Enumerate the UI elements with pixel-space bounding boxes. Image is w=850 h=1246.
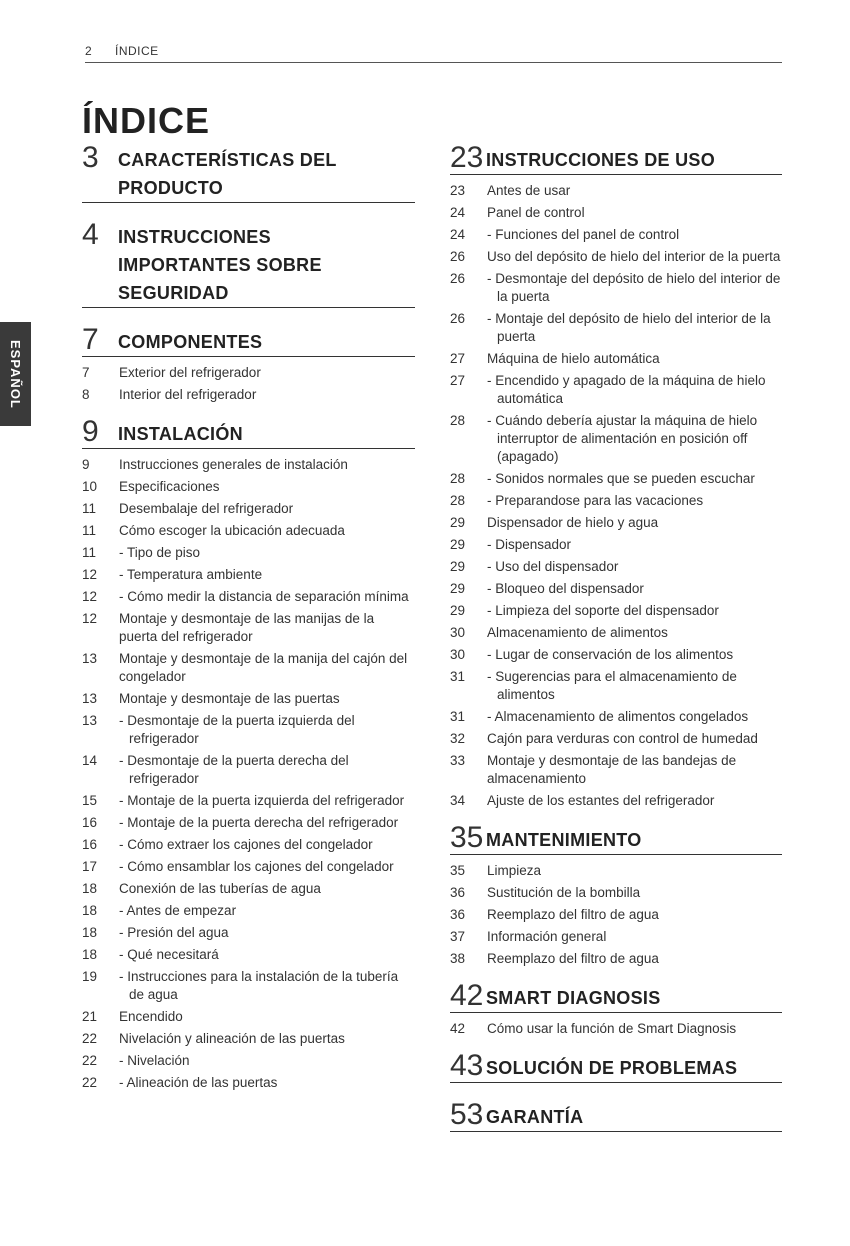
entry-text: Montaje y desmontaje de las puertas — [119, 691, 340, 706]
entry-text: Cómo escoger la ubicación adecuada — [119, 523, 345, 538]
entry-page-number: 12 — [82, 567, 98, 582]
entry-page-number: 24 — [450, 205, 466, 220]
entry-text: - Temperatura ambiente — [119, 567, 263, 582]
entry-page-number: 30 — [450, 647, 466, 662]
entry-text: - Alineación de las puertas — [119, 1075, 278, 1090]
toc-entry[interactable] — [450, 882, 782, 904]
toc-entry[interactable] — [450, 706, 782, 728]
toc-entry[interactable] — [450, 308, 782, 348]
toc-entry[interactable] — [82, 834, 415, 856]
toc-entry[interactable] — [450, 750, 782, 790]
toc-entry[interactable] — [82, 498, 415, 520]
section-page-number: 43 — [450, 1049, 484, 1082]
toc-section — [82, 416, 415, 1094]
entry-text: - Qué necesitará — [119, 947, 219, 962]
toc-entry[interactable] — [450, 666, 782, 706]
entry-text: Almacenamiento de alimentos — [487, 625, 668, 640]
entry-text: - Instrucciones para la instalación de la tubería de agua — [119, 969, 399, 1002]
entry-page-number: 42 — [450, 1021, 466, 1036]
entry-page-number: 26 — [450, 311, 466, 326]
entry-page-number: 29 — [450, 515, 466, 530]
entry-page-number: 22 — [82, 1031, 98, 1046]
toc-entry[interactable] — [450, 644, 782, 666]
toc-entry[interactable] — [450, 860, 782, 882]
toc-section — [450, 822, 782, 970]
toc-entry[interactable] — [450, 622, 782, 644]
entry-text: Reemplazo del filtro de agua — [487, 907, 659, 922]
section-title: COMPONENTES — [118, 332, 263, 352]
toc-entry[interactable] — [450, 348, 782, 370]
language-tab-label: ESPAÑOL — [8, 339, 23, 409]
entry-text: Cómo usar la función de Smart Diagnosis — [487, 1021, 737, 1036]
toc-entry[interactable] — [450, 534, 782, 556]
entry-text: - Almacenamiento de alimentos congelados — [487, 709, 749, 724]
toc-section — [450, 980, 782, 1040]
entry-page-number: 12 — [82, 589, 98, 604]
entry-page-number: 16 — [82, 815, 98, 830]
entry-text: - Bloqueo del dispensador — [487, 581, 644, 596]
entry-page-number: 14 — [82, 753, 98, 768]
toc-entry[interactable] — [82, 710, 415, 750]
entry-page-number: 28 — [450, 413, 466, 428]
section-page-number: 9 — [82, 415, 99, 448]
entry-text: - Presión del agua — [119, 925, 229, 940]
entry-page-number: 31 — [450, 709, 466, 724]
entry-text: - Lugar de conservación de los alimentos — [487, 647, 734, 662]
section-title: INSTRUCCIONES DE USO — [486, 150, 716, 170]
header-section: ÍNDICE — [115, 44, 159, 58]
entry-text: - Funciones del panel de control — [487, 227, 680, 242]
entry-page-number: 22 — [82, 1053, 98, 1068]
entry-page-number: 36 — [450, 907, 466, 922]
entry-page-number: 35 — [450, 863, 466, 878]
toc-entry[interactable] — [450, 268, 782, 308]
toc-entry[interactable] — [450, 728, 782, 750]
section-heading[interactable] — [82, 416, 415, 449]
toc-entry[interactable] — [82, 856, 415, 878]
entry-page-number: 13 — [82, 691, 98, 706]
toc-entry[interactable] — [82, 688, 415, 710]
entry-page-number: 8 — [82, 387, 90, 402]
toc-entry[interactable] — [450, 224, 782, 246]
toc-entry[interactable] — [82, 878, 415, 900]
entry-page-number: 13 — [82, 713, 98, 728]
toc-entry[interactable] — [82, 608, 415, 648]
toc-entry[interactable] — [82, 542, 415, 564]
entry-page-number: 27 — [450, 373, 466, 388]
entry-text: - Uso del dispensador — [487, 559, 619, 574]
entry-text: - Desmontaje de la puerta izquierda del refrigerador — [119, 713, 355, 746]
entry-text: Limpieza — [487, 863, 542, 878]
page-header — [85, 44, 782, 63]
section-heading[interactable] — [450, 980, 782, 1013]
entry-page-number: 30 — [450, 625, 466, 640]
entry-text: - Cuándo debería ajustar la máquina de hielo interruptor de alimentación en posición off (apagado) — [487, 413, 758, 464]
section-title: INSTRUCCIONES IMPORTANTES SOBRE SEGURIDAD — [118, 227, 322, 303]
entry-page-number: 29 — [450, 537, 466, 552]
section-heading[interactable] — [450, 1099, 782, 1132]
section-title: MANTENIMIENTO — [486, 830, 642, 850]
entry-text: Desembalaje del refrigerador — [119, 501, 294, 516]
toc-entry[interactable] — [450, 512, 782, 534]
entry-page-number: 18 — [82, 903, 98, 918]
entry-page-number: 27 — [450, 351, 466, 366]
page-number: 2 — [85, 44, 93, 58]
entry-page-number: 11 — [82, 501, 97, 516]
section-title: INSTALACIÓN — [118, 424, 243, 444]
toc-entry[interactable] — [82, 1050, 415, 1072]
entry-text: - Montaje de la puerta derecha del refrigerador — [119, 815, 399, 830]
entry-text: - Sugerencias para el almacenamiento de alimentos — [487, 669, 737, 702]
toc-entry[interactable] — [450, 246, 782, 268]
toc-entry[interactable] — [82, 966, 415, 1006]
toc-section — [82, 142, 415, 203]
entry-page-number: 32 — [450, 731, 466, 746]
toc-entry[interactable] — [82, 362, 415, 384]
entry-page-number: 38 — [450, 951, 466, 966]
entry-page-number: 28 — [450, 471, 466, 486]
entry-page-number: 31 — [450, 669, 466, 684]
toc-entry[interactable] — [450, 202, 782, 224]
toc-entry[interactable] — [450, 370, 782, 410]
entry-text: - Cómo extraer los cajones del congelador — [119, 837, 373, 852]
entry-page-number: 18 — [82, 881, 98, 896]
entry-page-number: 29 — [450, 559, 466, 574]
entry-page-number: 9 — [82, 457, 90, 472]
entry-text: - Desmontaje del depósito de hielo del interior de la puerta — [487, 271, 781, 304]
entry-text: - Limpieza del soporte del dispensador — [487, 603, 719, 618]
entry-page-number: 22 — [82, 1075, 98, 1090]
toc-entry[interactable] — [82, 648, 415, 688]
toc-section — [450, 1099, 782, 1132]
toc-entry[interactable] — [450, 790, 782, 812]
entry-page-number: 13 — [82, 651, 98, 666]
entry-text: - Montaje del depósito de hielo del interior de la puerta — [487, 311, 771, 344]
entry-text: Cajón para verduras con control de humedad — [487, 731, 758, 746]
toc-entry[interactable] — [82, 564, 415, 586]
toc-entry[interactable] — [82, 812, 415, 834]
toc-entry[interactable] — [82, 1028, 415, 1050]
toc-entry[interactable] — [82, 922, 415, 944]
toc-entry[interactable] — [82, 750, 415, 790]
section-heading[interactable] — [450, 1050, 782, 1083]
entry-page-number: 23 — [450, 183, 466, 198]
entry-text: - Cómo ensamblar los cajones del congelador — [119, 859, 394, 874]
entry-page-number: 7 — [82, 365, 90, 380]
entry-text: Reemplazo del filtro de agua — [487, 951, 659, 966]
entry-page-number: 18 — [82, 947, 98, 962]
toc-entry[interactable] — [450, 1018, 782, 1040]
toc-section — [82, 324, 415, 406]
section-page-number: 4 — [82, 218, 99, 251]
entry-text: Ajuste de los estantes del refrigerador — [487, 793, 715, 808]
section-page-number: 35 — [450, 821, 484, 854]
entry-page-number: 19 — [82, 969, 98, 984]
section-page-number: 42 — [450, 979, 484, 1012]
toc-entry[interactable] — [450, 490, 782, 512]
entry-page-number: 26 — [450, 249, 466, 264]
entry-text: Sustitución de la bombilla — [487, 885, 641, 900]
section-page-number: 23 — [450, 141, 484, 174]
entry-page-number: 10 — [82, 479, 98, 494]
entry-text: - Sonidos normales que se pueden escuchar — [487, 471, 755, 486]
entry-text: Montaje y desmontaje de la manija del cajón del congelador — [119, 651, 408, 684]
entry-page-number: 34 — [450, 793, 466, 808]
toc-section — [82, 219, 415, 308]
entry-page-number: 24 — [450, 227, 466, 242]
entry-text: - Tipo de piso — [119, 545, 201, 560]
entry-page-number: 17 — [82, 859, 98, 874]
toc-entry[interactable] — [82, 944, 415, 966]
toc-entry[interactable] — [450, 578, 782, 600]
entry-text: Antes de usar — [487, 183, 571, 198]
entry-text: - Desmontaje de la puerta derecha del refrigerador — [119, 753, 349, 786]
entry-text: Especificaciones — [119, 479, 220, 494]
section-heading[interactable] — [450, 142, 782, 175]
toc-entry[interactable] — [82, 1072, 415, 1094]
entry-text: Nivelación y alineación de las puertas — [119, 1031, 345, 1046]
entry-text: - Antes de empezar — [119, 903, 237, 918]
toc-entry[interactable] — [450, 904, 782, 926]
entry-text: Montaje y desmontaje de las manijas de la puerta del refrigerador — [119, 611, 375, 644]
toc-entry[interactable] — [82, 586, 415, 608]
toc-entry[interactable] — [82, 1006, 415, 1028]
entry-text: - Montaje de la puerta izquierda del refrigerador — [119, 793, 405, 808]
entry-page-number: 16 — [82, 837, 98, 852]
toc-entry[interactable] — [450, 180, 782, 202]
toc-entry[interactable] — [450, 468, 782, 490]
page-title: ÍNDICE — [82, 100, 211, 141]
toc-entry[interactable] — [82, 790, 415, 812]
section-title: GARANTÍA — [486, 1107, 584, 1127]
section-heading[interactable] — [82, 219, 415, 308]
language-tab — [0, 322, 31, 426]
section-title: SMART DIAGNOSIS — [486, 988, 661, 1008]
entry-text: - Nivelación — [119, 1053, 190, 1068]
entry-text: - Preparandose para las vacaciones — [487, 493, 704, 508]
entry-page-number: 21 — [82, 1009, 98, 1024]
left-column — [82, 142, 415, 1104]
entry-page-number: 11 — [82, 523, 97, 538]
toc-entry[interactable] — [450, 600, 782, 622]
entry-page-number: 36 — [450, 885, 466, 900]
entry-text: Conexión de las tuberías de agua — [119, 881, 321, 896]
entry-text: Encendido — [119, 1009, 183, 1024]
entry-text: Máquina de hielo automática — [487, 351, 660, 366]
toc-entry[interactable] — [82, 454, 415, 476]
entry-page-number: 11 — [82, 545, 97, 560]
entry-text: - Encendido y apagado de la máquina de hielo automática — [487, 373, 766, 406]
section-heading[interactable] — [82, 142, 415, 203]
entry-text: Montaje y desmontaje de las bandejas de almacenamiento — [487, 753, 737, 786]
entry-text: Panel de control — [487, 205, 585, 220]
entry-text: Interior del refrigerador — [119, 387, 257, 402]
section-page-number: 7 — [82, 323, 99, 356]
section-title: SOLUCIÓN DE PROBLEMAS — [486, 1058, 738, 1078]
section-heading[interactable] — [450, 822, 782, 855]
toc-section — [450, 1050, 782, 1083]
entry-text: - Dispensador — [487, 537, 572, 552]
entry-page-number: 26 — [450, 271, 466, 286]
toc-entry[interactable] — [450, 556, 782, 578]
entry-page-number: 37 — [450, 929, 466, 944]
entry-page-number: 12 — [82, 611, 98, 626]
entry-text: Información general — [487, 929, 607, 944]
entry-text: Instrucciones generales de instalación — [119, 457, 348, 472]
section-heading[interactable] — [82, 324, 415, 357]
entry-page-number: 29 — [450, 603, 466, 618]
section-title: CARACTERÍSTICAS DEL PRODUCTO — [118, 150, 337, 198]
toc-entry[interactable] — [82, 520, 415, 542]
toc-entry[interactable] — [82, 900, 415, 922]
entry-text: Uso del depósito de hielo del interior de la puerta — [487, 249, 781, 264]
toc-entry[interactable] — [450, 948, 782, 970]
toc-entry[interactable] — [450, 926, 782, 948]
entry-text: - Cómo medir la distancia de separación mínima — [119, 589, 409, 604]
section-page-number: 3 — [82, 141, 99, 174]
entry-page-number: 15 — [82, 793, 98, 808]
toc-section — [450, 142, 782, 812]
entry-page-number: 18 — [82, 925, 98, 940]
right-column — [450, 142, 782, 1148]
entry-page-number: 28 — [450, 493, 466, 508]
section-page-number: 53 — [450, 1098, 484, 1131]
entry-page-number: 33 — [450, 753, 466, 768]
entry-text: Exterior del refrigerador — [119, 365, 261, 380]
toc-entry[interactable] — [450, 410, 782, 468]
entry-page-number: 29 — [450, 581, 466, 596]
toc-entry[interactable] — [82, 384, 415, 406]
entry-text: Dispensador de hielo y agua — [487, 515, 659, 530]
toc-entry[interactable] — [82, 476, 415, 498]
